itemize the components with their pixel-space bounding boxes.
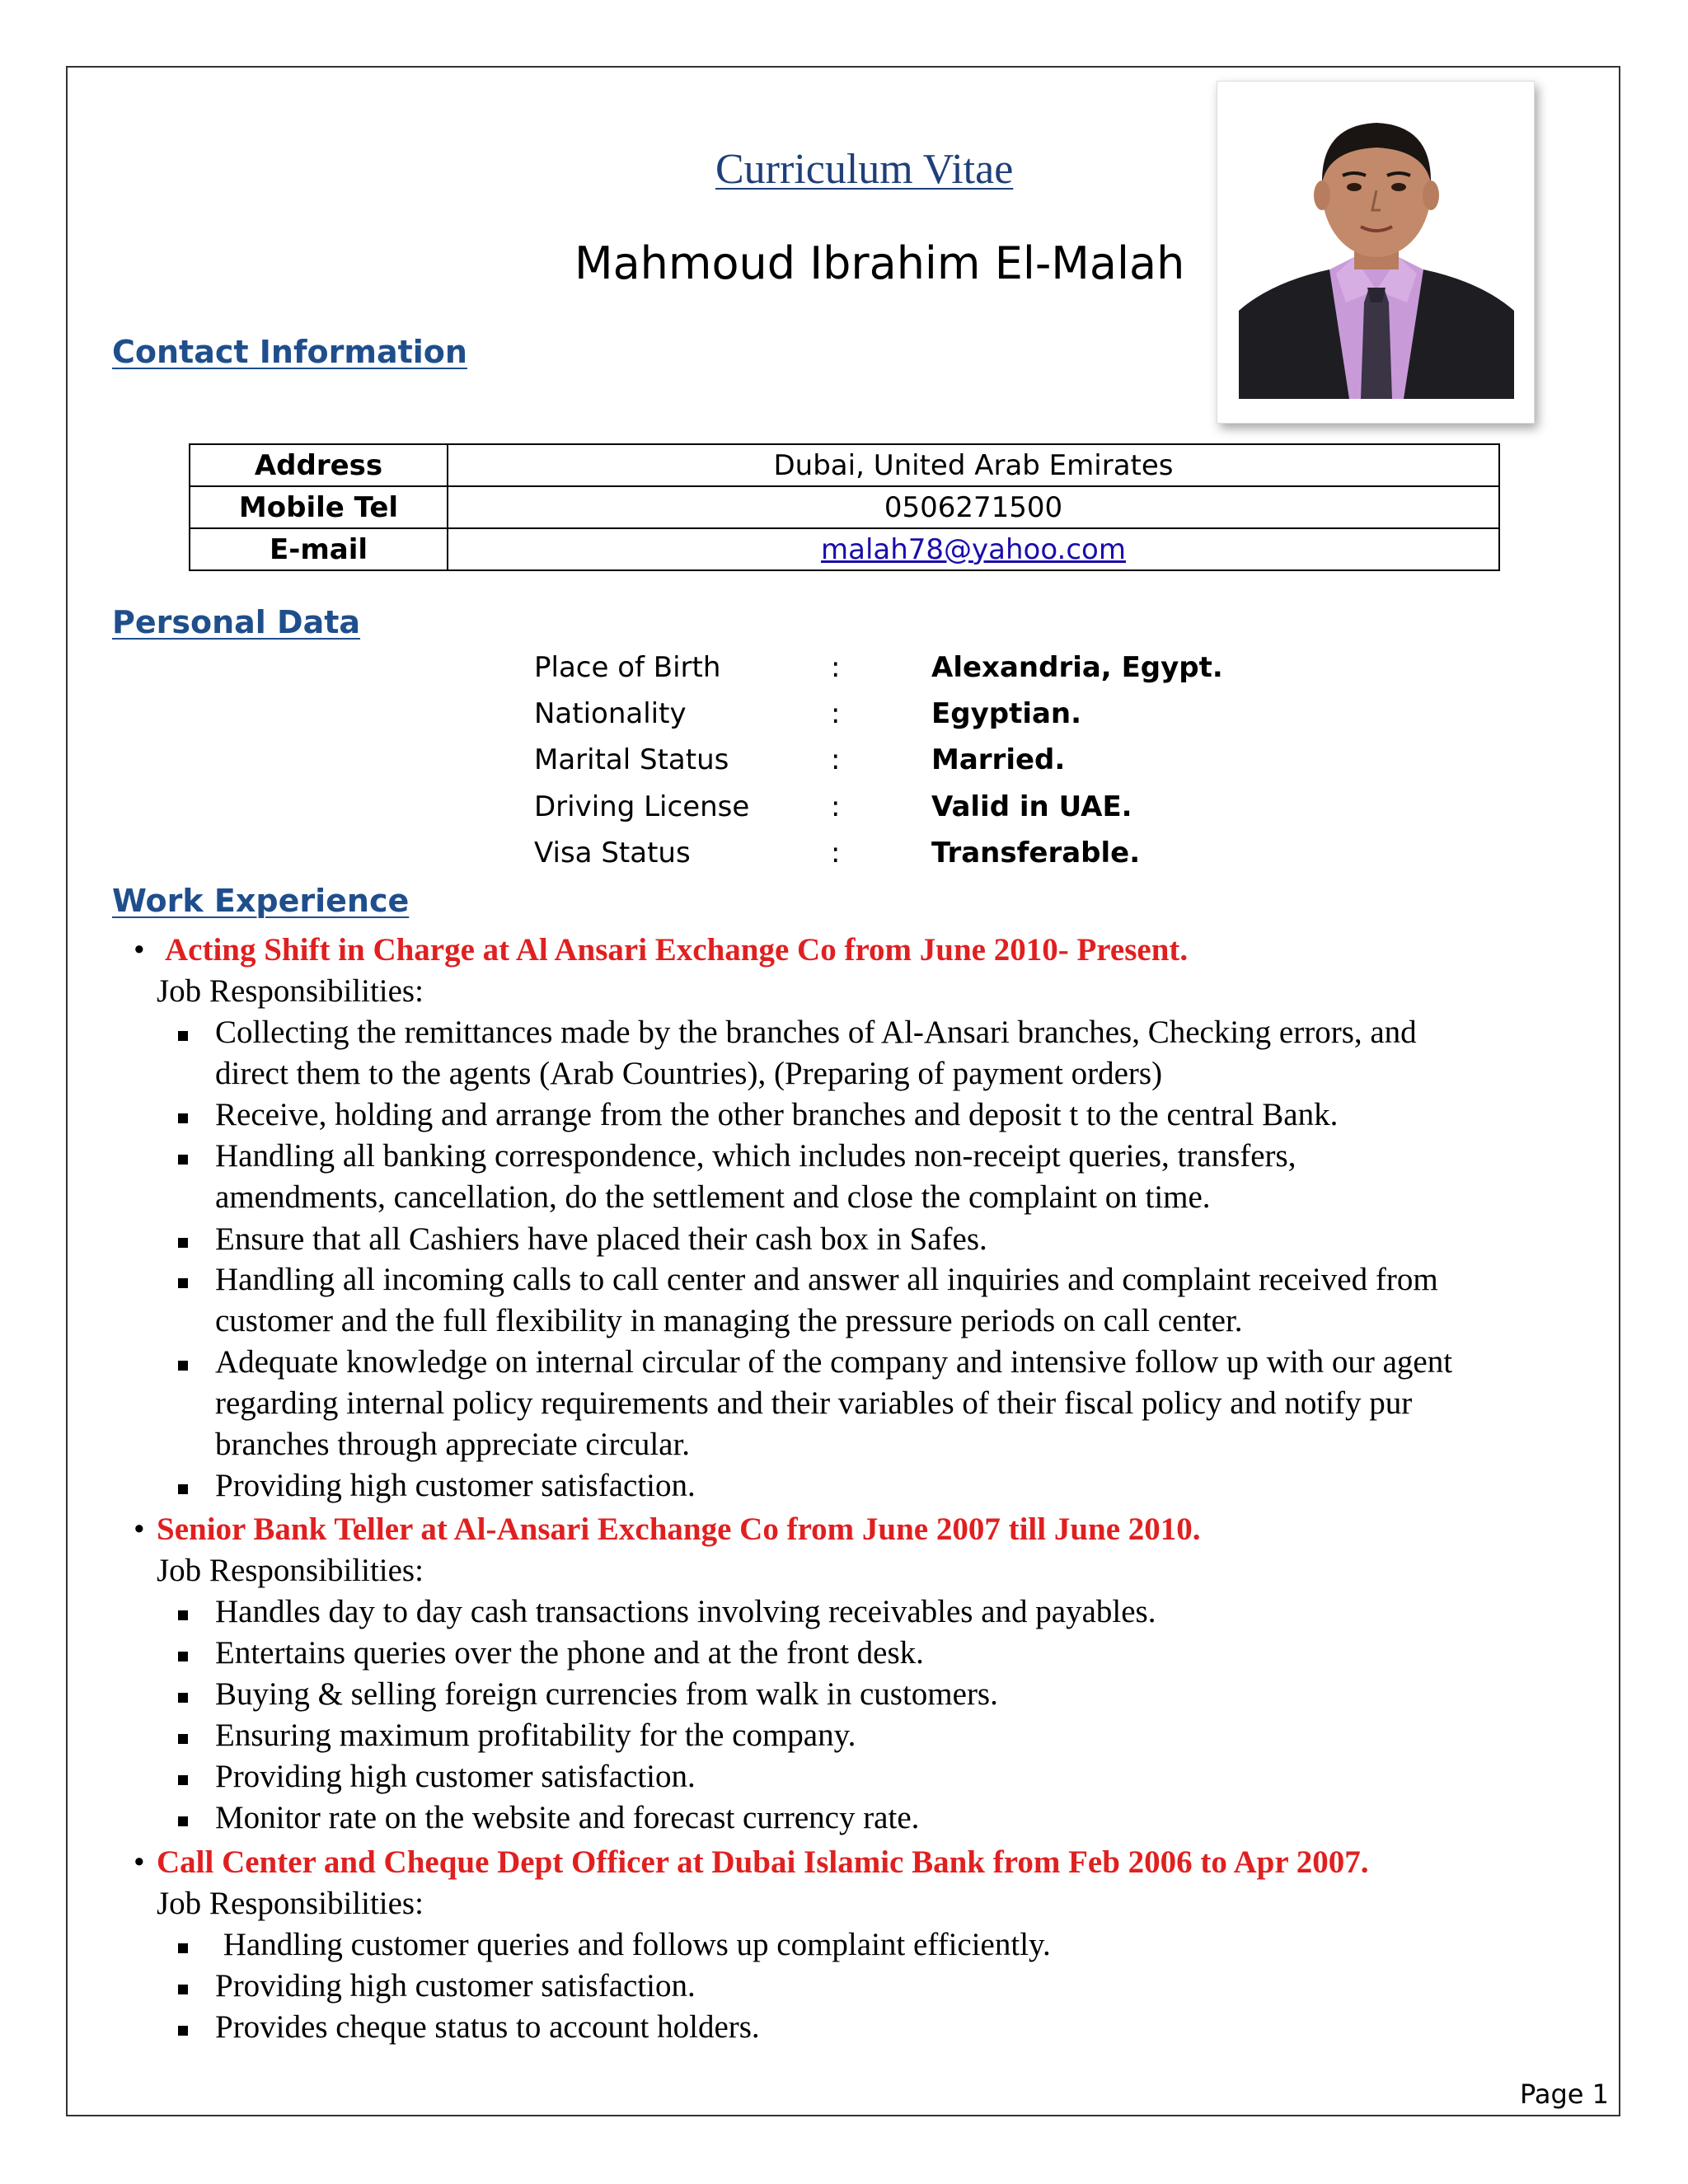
- responsibility-item: Receive, holding and arrange from the other branches and deposit t to the central Bank.: [215, 1097, 1339, 1132]
- square-bullet-icon: [178, 1238, 188, 1248]
- contact-information-heading: Contact Information: [112, 334, 467, 370]
- personal-separator: :: [831, 651, 841, 684]
- square-bullet-icon: [178, 1734, 188, 1744]
- responsibility-item: Monitor rate on the website and forecast currency rate.: [215, 1800, 920, 1835]
- table-cell-value: Dubai, United Arab Emirates: [448, 444, 1499, 486]
- responsibility-item: Providing high customer satisfaction.: [215, 1468, 696, 1503]
- square-bullet-icon: [178, 1113, 188, 1123]
- portrait-image: [1239, 105, 1514, 399]
- personal-label: Visa Status: [534, 837, 691, 869]
- responsibility-item: Handling customer queries and follows up complaint efficiently.: [215, 1927, 1051, 1962]
- personal-separator: :: [831, 790, 841, 823]
- job-title: Call Center and Cheque Dept Officer at Dubai Islamic Bank from Feb 2006 to Apr 2007.: [157, 1844, 1369, 1880]
- page-number: Page 1: [1520, 2079, 1609, 2110]
- square-bullet-icon: [178, 1652, 188, 1661]
- job-responsibilities-label: Job Responsibilities:: [157, 973, 424, 1009]
- personal-label: Marital Status: [534, 743, 729, 776]
- job-bullet-icon: •: [134, 1511, 145, 1547]
- responsibility-item: Entertains queries over the phone and at the front desk.: [215, 1635, 924, 1671]
- table-row: [190, 444, 1499, 486]
- table-cell-value: 0506271500: [448, 486, 1499, 528]
- job-responsibilities-label: Job Responsibilities:: [157, 1553, 424, 1588]
- document-title: Curriculum Vitae: [715, 146, 1014, 193]
- job-responsibilities-label: Job Responsibilities:: [157, 1886, 424, 1921]
- personal-value: Transferable.: [931, 837, 1141, 869]
- responsibility-item: customer and the full flexibility in managing the pressure periods on call center.: [215, 1303, 1243, 1338]
- personal-value: Egyptian.: [931, 697, 1082, 730]
- responsibility-item: direct them to the agents (Arab Countries), (Preparing of payment orders): [215, 1056, 1163, 1091]
- email-link[interactable]: malah78@yahoo.com: [821, 532, 1126, 566]
- job-bullet-icon: •: [134, 932, 145, 968]
- job-title: Senior Bank Teller at Al-Ansari Exchange Co from June 2007 till June 2010.: [157, 1511, 1201, 1547]
- table-cell-label: E-mail: [190, 528, 448, 570]
- email-cell: [448, 528, 1499, 570]
- square-bullet-icon: [178, 1985, 188, 1994]
- responsibility-item: Handling all banking correspondence, which includes non-receipt queries, transfers,: [215, 1138, 1296, 1174]
- responsibility-item: Buying & selling foreign currencies from walk in customers.: [215, 1676, 998, 1712]
- table-row: [190, 528, 1499, 570]
- responsibility-item: Provides cheque status to account holders.: [215, 2009, 760, 2045]
- square-bullet-icon: [178, 1693, 188, 1703]
- responsibility-item: amendments, cancellation, do the settlement and close the complaint on time.: [215, 1179, 1211, 1215]
- responsibility-item: regarding internal policy requirements and their variables of their fiscal policy and notify pur: [215, 1385, 1413, 1421]
- square-bullet-icon: [178, 1484, 188, 1494]
- square-bullet-icon: [178, 1775, 188, 1785]
- job-title: Acting Shift in Charge at Al Ansari Exchange Co from June 2010- Present.: [165, 932, 1189, 968]
- table-cell-label: Mobile Tel: [190, 486, 448, 528]
- personal-label: Driving License: [534, 790, 750, 823]
- responsibility-item: Providing high customer satisfaction.: [215, 1759, 696, 1794]
- square-bullet-icon: [178, 1278, 188, 1288]
- table-row: [190, 486, 1499, 528]
- job-bullet-icon: •: [134, 1844, 145, 1880]
- responsibility-item: Adequate knowledge on internal circular of the company and intensive follow up with our agent: [215, 1344, 1453, 1380]
- contact-table: [189, 443, 1500, 571]
- personal-label: Place of Birth: [534, 651, 721, 684]
- square-bullet-icon: [178, 1610, 188, 1620]
- responsibility-item: Ensuring maximum profitability for the company.: [215, 1718, 856, 1753]
- square-bullet-icon: [178, 1943, 188, 1953]
- responsibility-item: Ensure that all Cashiers have placed their cash box in Safes.: [215, 1221, 987, 1257]
- candidate-name: Mahmoud Ibrahim El-Malah: [574, 237, 1185, 289]
- personal-value: Married.: [931, 743, 1066, 776]
- personal-label: Nationality: [534, 697, 687, 730]
- square-bullet-icon: [178, 1361, 188, 1371]
- square-bullet-icon: [178, 1816, 188, 1826]
- responsibility-item: Providing high customer satisfaction.: [215, 1968, 696, 2004]
- personal-separator: :: [831, 697, 841, 730]
- square-bullet-icon: [178, 1031, 188, 1041]
- personal-data-heading: Personal Data: [112, 604, 361, 640]
- square-bullet-icon: [178, 1155, 188, 1165]
- personal-separator: :: [831, 743, 841, 776]
- responsibility-item: branches through appreciate circular.: [215, 1427, 691, 1462]
- responsibility-item: Handles day to day cash transactions involving receivables and payables.: [215, 1594, 1156, 1629]
- personal-value: Valid in UAE.: [931, 790, 1132, 823]
- table-cell-label: Address: [190, 444, 448, 486]
- personal-value: Alexandria, Egypt.: [931, 651, 1223, 684]
- profile-photo: [1217, 81, 1535, 424]
- square-bullet-icon: [178, 2026, 188, 2036]
- work-experience-heading: Work Experience: [112, 883, 410, 919]
- responsibility-item: Collecting the remittances made by the branches of Al-Ansari branches, Checking errors, and: [215, 1015, 1417, 1050]
- responsibility-item: Handling all incoming calls to call center and answer all inquiries and complaint received from: [215, 1262, 1438, 1297]
- personal-separator: :: [831, 837, 841, 869]
